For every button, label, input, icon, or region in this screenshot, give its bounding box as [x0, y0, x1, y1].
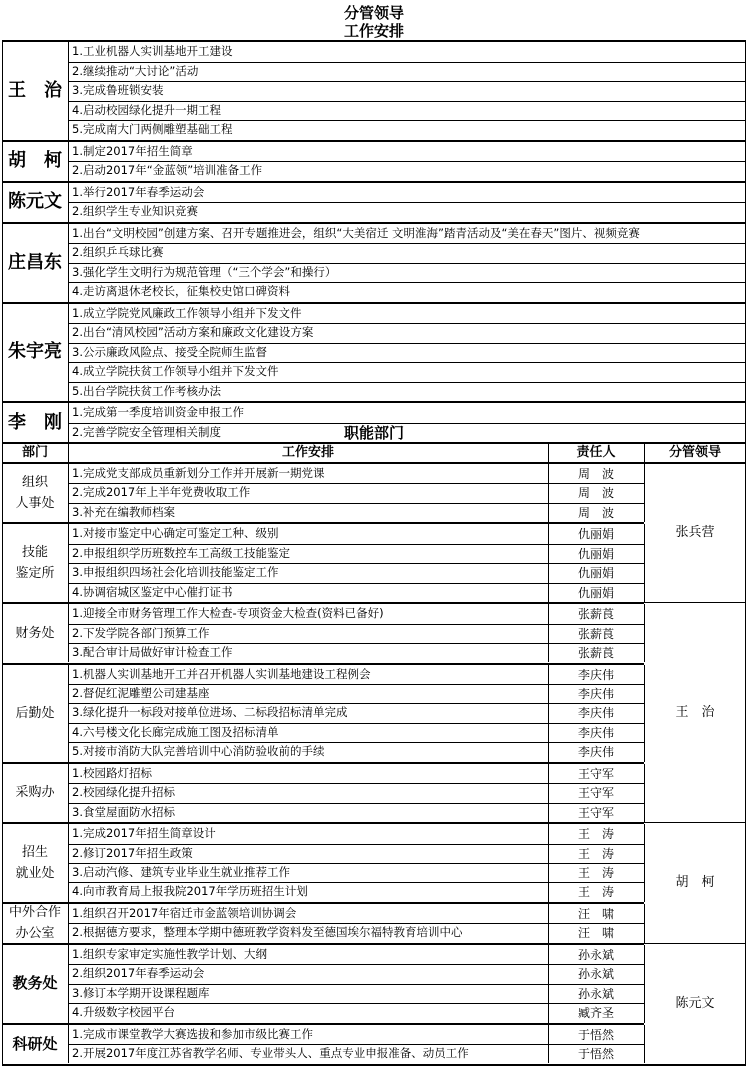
table-rule [68, 563, 644, 564]
table-rule [745, 40, 746, 142]
table-rule [644, 1064, 746, 1066]
table-rule [2, 902, 3, 945]
table-rule [68, 62, 746, 63]
table-rule [2, 40, 746, 42]
responsible-person: 李庆伟 [577, 725, 614, 740]
table-rule [2, 762, 3, 824]
table-rule [745, 222, 746, 304]
table-rule [68, 783, 644, 784]
work-item: 3.强化学生文明行为规范管理（“三个学会”和操行） [72, 264, 337, 279]
work-item: 3.完成鲁班锁安装 [72, 83, 164, 97]
work-item: 2.完成2017年上半年党费收取工作 [72, 485, 251, 500]
table-rule [68, 882, 644, 883]
table-rule [68, 483, 644, 484]
table-rule [68, 624, 644, 625]
department-name: 中外合作 办公室 [8, 905, 61, 942]
table-rule [644, 824, 645, 902]
table-rule [644, 1025, 645, 1064]
work-item: 2.督促红泥雕塑公司建基座 [72, 685, 210, 700]
table-rule [2, 522, 3, 604]
table-rule [68, 362, 746, 363]
leader-name: 王 治 [675, 705, 715, 721]
table-rule [644, 604, 645, 662]
table-rule [548, 764, 549, 822]
table-rule [68, 665, 69, 762]
work-item: 2.出台“清风校园”活动方案和廉政文化建设方案 [72, 325, 314, 339]
table-rule [68, 120, 746, 121]
responsible-person: 周 波 [577, 467, 614, 481]
table-rule [548, 464, 549, 522]
department-name: 教务处 [12, 974, 58, 993]
table-rule [745, 140, 746, 183]
table-rule [2, 462, 746, 464]
table-rule [2, 140, 3, 183]
table-rule [644, 464, 645, 522]
table-rule [548, 1025, 549, 1064]
table-rule [68, 824, 69, 902]
table-rule [68, 643, 644, 644]
table-rule [68, 464, 69, 522]
work-item: 5.对接市消防大队完善培训中心消防验收前的手续 [72, 744, 325, 759]
work-item: 1.对接市鉴定中心确定可鉴定工种、级别 [72, 526, 279, 541]
table-rule [68, 684, 644, 685]
responsible-person: 汪 啸 [577, 926, 614, 941]
responsible-person: 王 涛 [577, 846, 614, 861]
responsible-person: 李庆伟 [577, 745, 614, 760]
table-rule [68, 343, 746, 344]
work-item: 3.公示廉政风险点、接受全院师生监督 [72, 344, 267, 359]
table-rule [68, 42, 69, 140]
table-rule [68, 202, 746, 203]
table-rule [2, 602, 3, 664]
responsible-person: 张薪莨 [577, 607, 614, 622]
work-item: 3.申报组织四场社会化培训技能鉴定工作 [72, 565, 279, 580]
table-rule [548, 665, 549, 762]
responsible-person: 张薪莨 [577, 646, 614, 661]
work-item: 2.下发学院各部门预算工作 [72, 625, 210, 640]
table-rule [2, 1064, 644, 1066]
table-rule [745, 1023, 746, 1066]
work-item: 1.完成2017年招生简章设计 [72, 826, 216, 841]
table-rule [745, 822, 746, 904]
table-rule [745, 181, 746, 224]
table-rule [68, 161, 746, 162]
work-item: 1.工业机器人实训基地开工建设 [72, 44, 233, 58]
department-name: 招生 就业处 [15, 845, 55, 881]
responsible-person: 于悟然 [577, 1047, 614, 1062]
work-item: 1.校园路灯招标 [72, 765, 152, 780]
table-rule [2, 663, 3, 764]
table-rule [548, 524, 549, 602]
table-rule [68, 304, 69, 402]
header-work: 工作安排 [281, 445, 334, 460]
table-rule [2, 1023, 3, 1066]
table-rule [2, 442, 746, 443]
work-item: 1.组织召开2017年宿迁市金蓝领培训协调会 [72, 905, 297, 920]
work-item: 1.完成第一季度培训资金申报工作 [72, 405, 244, 419]
table-rule [68, 945, 69, 1023]
table-rule [745, 943, 746, 1025]
work-item: 5.完成南大门两侧雕塑基础工程 [72, 122, 233, 136]
table-rule [745, 602, 746, 664]
table-rule [68, 984, 644, 985]
table-rule [2, 140, 746, 142]
work-item: 2.申报组织学历班数控车工高级工技能鉴定 [72, 545, 290, 560]
responsible-person: 王 涛 [577, 827, 614, 842]
responsible-person: 臧齐圣 [577, 1006, 614, 1021]
work-item: 2.根据德方要求，整理本学期中德班教学资料发至德国埃尔福特教育培训中心 [72, 925, 463, 940]
work-item: 1.完成市课堂教学大赛选拔和参加市级比赛工作 [72, 1026, 313, 1041]
work-item: 4.成立学院扶贫工作领导小组并下发文件 [72, 364, 279, 378]
table-rule [68, 1003, 644, 1004]
work-item: 2.启动2017年“金蓝领”培训准备工作 [72, 163, 263, 177]
work-item: 1.机器人实训基地开工并召开机器人实训基地建设工程例会 [72, 666, 371, 681]
department-name: 后勤处 [15, 705, 55, 721]
department-name: 财务处 [15, 625, 55, 641]
work-item: 3.修订本学期开设课程题库 [72, 985, 210, 1000]
work-item: 3.补充在编教师档案 [72, 504, 175, 519]
table-rule [548, 904, 549, 943]
responsible-person: 王守军 [577, 766, 614, 781]
leader-name: 庄昌东 [8, 251, 62, 273]
responsible-person: 仇丽娟 [577, 585, 614, 600]
work-item: 3.绿化提升一标段对接单位进场、二标段招标清单完成 [72, 705, 348, 720]
department-name: 技能 鉴定所 [15, 545, 55, 582]
table-rule [68, 81, 746, 82]
work-item: 3.启动汽修、建筑专业毕业生就业推荐工作 [72, 865, 290, 879]
table-rule [2, 822, 3, 904]
table-rule [644, 943, 746, 944]
table-rule [68, 604, 69, 662]
table-rule [68, 703, 644, 704]
table-rule [2, 943, 3, 1025]
work-item: 1.制定2017年招生简章 [72, 143, 193, 158]
table-rule [548, 442, 549, 462]
responsible-person: 汪 啸 [577, 906, 614, 921]
department-name: 科研处 [12, 1034, 58, 1053]
table-rule [68, 863, 644, 864]
responsible-person: 仇丽娟 [577, 566, 614, 581]
work-item: 4.协调宿城区鉴定中心催打证书 [72, 584, 233, 599]
header-dept: 部门 [21, 445, 48, 460]
responsible-person: 周 波 [577, 505, 614, 520]
table-rule [2, 302, 3, 404]
work-item: 2.组织学生专业知识竞赛 [72, 204, 198, 218]
table-rule [745, 762, 746, 824]
leader-name: 陈元文 [675, 996, 715, 1012]
work-item: 4.走访离退休老校长，征集校史馆口碑资料 [72, 284, 290, 298]
table-rule [745, 902, 746, 945]
leader-name: 胡 柯 [675, 875, 715, 891]
section1-title: 分管领导 [343, 4, 404, 22]
table-rule [2, 442, 3, 462]
table-rule [68, 183, 69, 222]
section1-subtitle: 工作安排 [343, 22, 404, 40]
table-rule [68, 524, 69, 602]
table-rule [2, 462, 3, 524]
work-item: 1.举行2017年春季运动会 [72, 184, 205, 199]
table-rule [644, 945, 645, 1023]
responsible-person: 王 涛 [577, 885, 614, 900]
table-rule [68, 742, 644, 743]
table-rule [68, 803, 644, 804]
work-item: 1.完成党支部成员重新划分工作并开展新一期党课 [72, 466, 325, 480]
table-rule [2, 222, 3, 304]
table-rule [68, 263, 746, 264]
department-name: 组织 人事处 [15, 475, 55, 512]
responsible-person: 孙永斌 [577, 967, 614, 982]
table-rule [548, 945, 549, 1023]
work-item: 1.迎接全市财务管理工作大检查-专项资金大检查(资料已备好) [72, 606, 384, 621]
responsible-person: 李庆伟 [577, 667, 614, 682]
work-item: 2.开展2017年度江苏省教学名师、专业带头人、重点专业申报准备、动员工作 [72, 1046, 469, 1061]
table-rule [68, 282, 746, 283]
work-item: 4.向市教育局上报我院2017年学历班招生计划 [72, 884, 308, 899]
table-rule [68, 904, 69, 943]
table-rule [68, 224, 69, 302]
table-rule [644, 764, 645, 822]
table-rule [745, 442, 746, 462]
table-rule [644, 822, 746, 823]
table-rule [68, 1044, 644, 1045]
table-rule [644, 442, 645, 462]
work-item: 2.继续推动“大讨论”活动 [72, 63, 199, 78]
work-item: 1.出台“文明校园”创建方案、召开专题推进会，组织“大美宿迁 文明淮海”踏青活动及“美在春天”图片、视频竞赛 [72, 225, 640, 240]
table-rule [644, 904, 645, 943]
responsible-person: 仇丽娟 [577, 527, 614, 542]
table-rule [68, 723, 644, 724]
department-name: 采购办 [15, 785, 55, 801]
table-rule [548, 824, 549, 902]
table-rule [68, 844, 644, 845]
work-item: 1.成立学院党风廉政工作领导小组并下发文件 [72, 305, 302, 320]
table-rule [68, 142, 69, 181]
responsible-person: 孙永斌 [577, 986, 614, 1001]
work-item: 2.完善学院安全管理相关制度 [72, 424, 221, 439]
table-rule [2, 181, 746, 183]
work-item: 1.组织专家审定实施性教学计划、大纲 [72, 946, 267, 961]
table-rule [68, 764, 69, 822]
table-rule [2, 222, 746, 224]
table-rule [68, 583, 644, 584]
table-rule [68, 1025, 69, 1064]
responsible-person: 周 波 [577, 486, 614, 501]
work-item: 4.升级数字校园平台 [72, 1005, 175, 1020]
table-rule [2, 302, 746, 304]
table-rule [2, 401, 746, 403]
table-rule [2, 40, 3, 142]
table-rule [68, 323, 746, 324]
leader-name: 朱宇亮 [8, 341, 62, 363]
responsible-person: 李庆伟 [577, 706, 614, 721]
leader-name: 胡 柯 [8, 150, 62, 171]
section2-title: 职能部门 [343, 424, 404, 442]
table-rule [68, 923, 644, 924]
work-item: 3.配合审计局做好审计检查工作 [72, 645, 233, 660]
responsible-person: 仇丽娟 [577, 546, 614, 561]
work-item: 2.组织2017年春季运动会 [72, 966, 205, 981]
table-rule [68, 101, 746, 102]
table-rule [68, 423, 746, 424]
header-lead: 分管领导 [668, 445, 721, 460]
work-item: 2.校园绿化提升招标 [72, 785, 175, 800]
responsible-person: 王守军 [577, 805, 614, 820]
table-rule [644, 602, 746, 603]
table-rule [745, 302, 746, 404]
table-rule [68, 544, 644, 545]
table-rule [548, 604, 549, 662]
leader-name: 张兵营 [675, 525, 715, 541]
work-item: 3.食堂屋面防水招标 [72, 804, 175, 819]
leader-name: 王 治 [8, 79, 62, 101]
leader-name: 李 刚 [8, 411, 62, 433]
table-rule [2, 181, 3, 224]
responsible-person: 张薪莨 [577, 626, 614, 641]
responsible-person: 王守军 [577, 786, 614, 801]
work-item: 4.启动校园绿化提升一期工程 [72, 102, 221, 117]
work-item: 2.组织乒乓球比赛 [72, 245, 164, 259]
leader-name: 陈元文 [8, 191, 62, 212]
responsible-person: 孙永斌 [577, 947, 614, 962]
responsible-person: 于悟然 [577, 1027, 614, 1042]
table-rule [68, 243, 746, 244]
table-rule [68, 964, 644, 965]
responsible-person: 李庆伟 [577, 686, 614, 701]
work-item: 2.修订2017年招生政策 [72, 845, 193, 860]
responsible-person: 王 涛 [577, 866, 614, 880]
work-item: 4.六号楼文化长廊完成施工图及招标清单 [72, 724, 279, 739]
table-rule [68, 382, 746, 383]
table-rule [68, 442, 69, 462]
work-item: 5.出台学院扶贫工作考核办法 [72, 383, 221, 398]
table-rule [68, 503, 644, 504]
table-rule [745, 462, 746, 524]
header-resp: 责任人 [576, 445, 616, 460]
